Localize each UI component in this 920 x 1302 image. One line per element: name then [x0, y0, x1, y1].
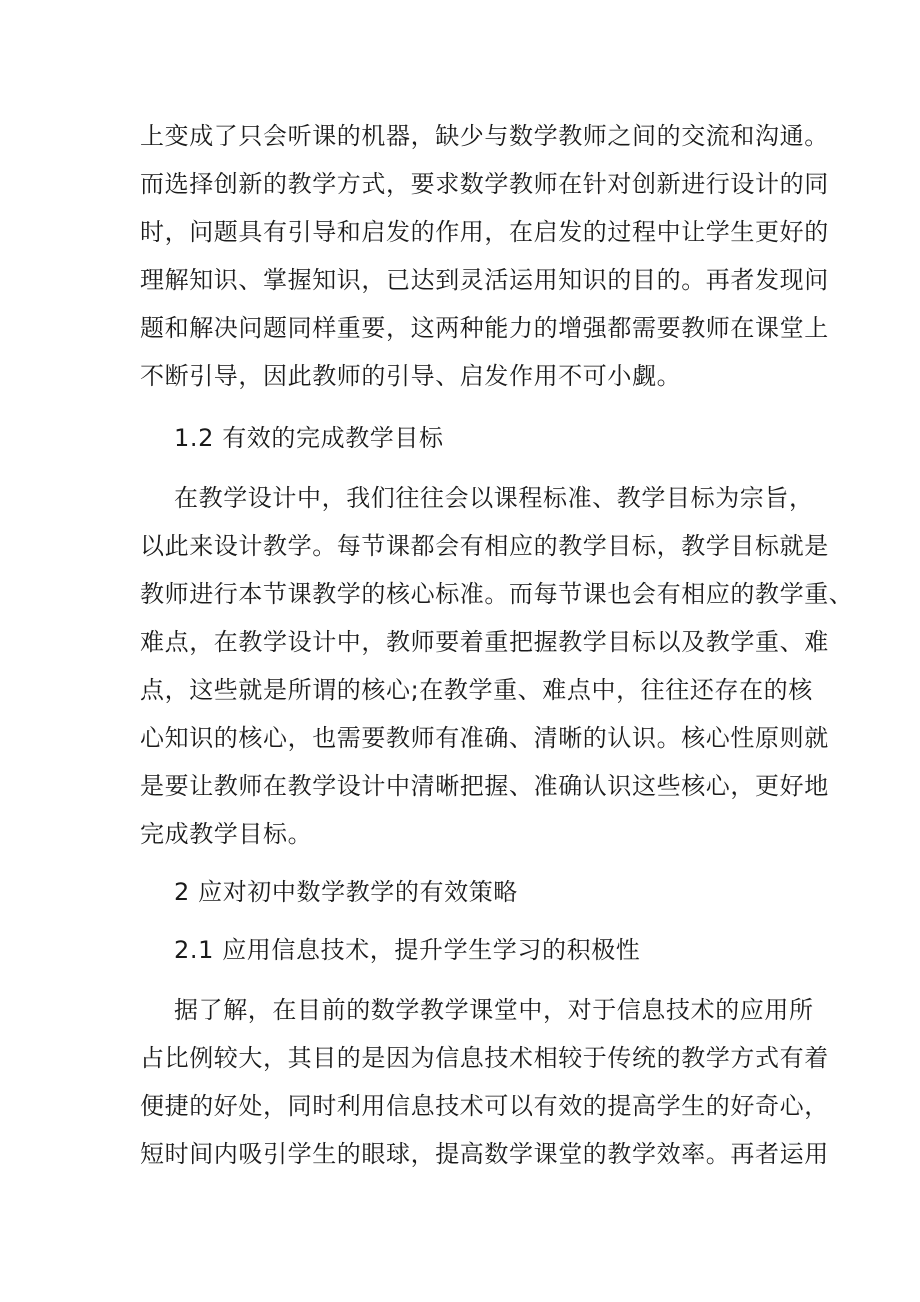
text-line: 题和解决问题同样重要，这两种能力的增强都需要教师在课堂上: [140, 314, 829, 342]
text-line: 完成教学目标。: [140, 820, 313, 848]
text-line: 短时间内吸引学生的眼球，提高数学课堂的教学效率。再者运用: [140, 1140, 829, 1168]
paragraph-first-line: 据了解，在目前的数学教学课堂中，对于信息技术的应用所: [174, 996, 814, 1024]
text-line: 而选择创新的教学方式，要求数学教师在针对创新进行设计的同: [140, 170, 829, 198]
text-line: 心知识的核心，也需要教师有准确、清晰的认识。核心性原则就: [140, 724, 829, 752]
text-line: 时，问题具有引导和启发的作用，在启发的过程中让学生更好的: [140, 218, 829, 246]
subsection-heading: 2.1 应用信息技术，提升学生学习的积极性: [174, 936, 641, 964]
text-line: 占比例较大，其目的是因为信息技术相较于传统的教学方式有着: [140, 1044, 829, 1072]
text-line: 是要让教师在教学设计中清晰把握、准确认识这些核心，更好地: [140, 772, 829, 800]
text-line: 便捷的好处，同时利用信息技术可以有效的提高学生的好奇心，: [140, 1092, 829, 1120]
section-heading: 2 应对初中数学教学的有效策略: [174, 878, 518, 906]
paragraph-first-line: 在教学设计中，我们往往会以课程标准、教学目标为宗旨，: [174, 484, 814, 512]
text-line: 难点，在教学设计中，教师要着重把握教学目标以及教学重、难: [140, 628, 829, 656]
text-line: 上变成了只会听课的机器，缺少与数学教师之间的交流和沟通。: [140, 122, 829, 150]
section-heading: 1.2 有效的完成教学目标: [174, 424, 444, 452]
text-line: 理解知识、掌握知识，已达到灵活运用知识的目的。再者发现问: [140, 266, 829, 294]
text-line: 点，这些就是所谓的核心;在教学重、难点中，往往还存在的核: [140, 676, 813, 704]
text-line: 不断引导，因此教师的引导、启发作用不可小觑。: [140, 362, 682, 390]
text-line: 教师进行本节课教学的核心标准。而每节课也会有相应的教学重、: [140, 580, 854, 608]
text-line: 以此来设计教学。每节课都会有相应的教学目标，教学目标就是: [140, 532, 829, 560]
